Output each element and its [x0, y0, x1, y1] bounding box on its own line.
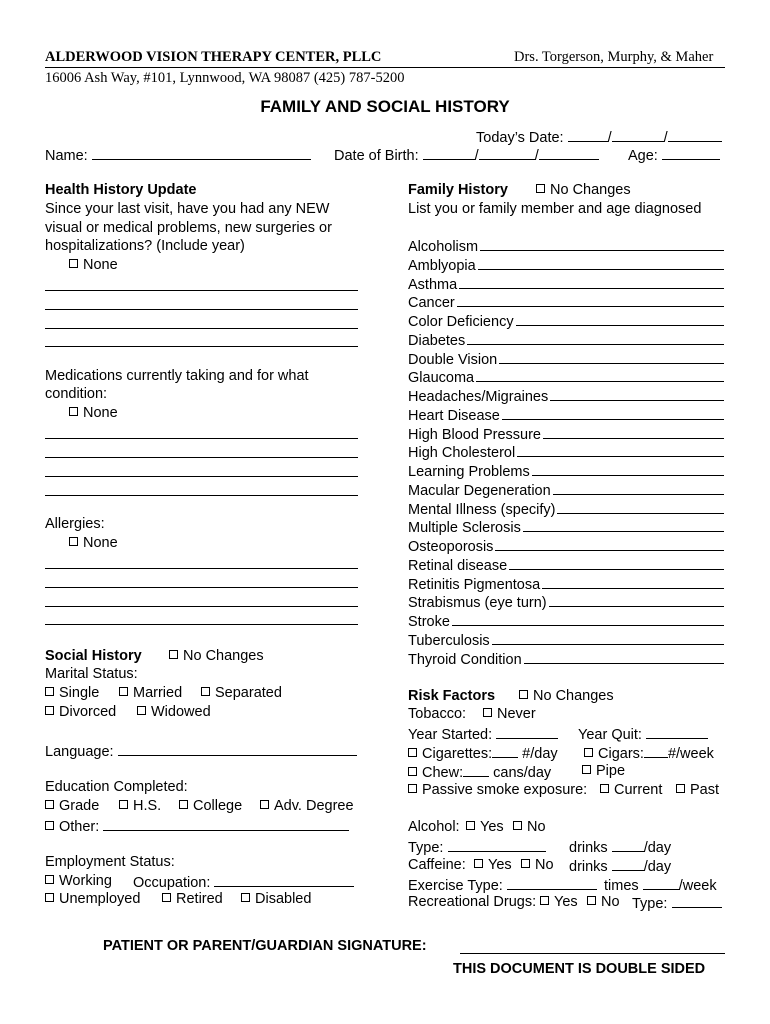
alcohol-label: Alcohol:	[408, 819, 460, 835]
checkbox-icon	[201, 687, 210, 696]
checkbox-icon	[521, 859, 530, 868]
signature-line[interactable]	[460, 953, 725, 954]
family-condition-line[interactable]	[549, 594, 724, 607]
checkbox-icon	[119, 687, 128, 696]
family-condition-label: Multiple Sclerosis	[408, 520, 521, 537]
family-condition-row[interactable]	[408, 594, 724, 611]
family-condition-label: Retinal disease	[408, 557, 508, 574]
header-rule	[45, 67, 725, 68]
family-condition-label: Amblyopia	[408, 257, 476, 274]
alcohol-no-checkbox[interactable]: No	[513, 819, 546, 835]
medications-answer-line[interactable]	[45, 476, 358, 477]
language-field[interactable]: Language:	[45, 742, 357, 760]
family-condition-line[interactable]	[480, 238, 724, 251]
family-condition-line[interactable]	[459, 276, 724, 289]
family-condition-label: Tuberculosis	[408, 632, 490, 649]
cigarettes-field[interactable]: Cigarettes: #/day	[408, 744, 558, 762]
marital-divorced-checkbox[interactable]: Divorced	[45, 704, 116, 720]
medications-question-line1: Medications currently taking and for what	[45, 368, 309, 384]
family-condition-label: Stroke	[408, 614, 450, 630]
social-no-changes-checkbox[interactable]: No Changes	[169, 648, 264, 664]
checkbox-icon	[519, 690, 528, 699]
family-condition-line[interactable]	[502, 407, 724, 420]
family-condition-label: High Blood Pressure	[408, 426, 541, 443]
family-condition-row[interactable]	[408, 613, 724, 630]
family-condition-label: Retinitis Pigmentosa	[408, 576, 541, 593]
family-condition-row[interactable]	[408, 557, 724, 574]
health-question-line3: hospitalizations? (Include year)	[45, 238, 245, 254]
family-condition-line[interactable]	[550, 388, 724, 401]
employment-label: Employment Status:	[45, 854, 175, 870]
exercise-type-field[interactable]: Exercise Type:	[408, 876, 597, 894]
occupation-field[interactable]: Occupation:	[133, 873, 354, 891]
checkbox-icon	[45, 706, 54, 715]
checkbox-icon	[408, 767, 417, 776]
recreational-yes-checkbox[interactable]: Yes	[540, 894, 578, 910]
social-history-heading: Social History	[45, 648, 142, 664]
family-condition-line[interactable]	[523, 519, 724, 532]
family-condition-row[interactable]	[408, 482, 724, 499]
education-adv-degree-checkbox[interactable]: Adv. Degree	[260, 798, 354, 814]
family-condition-row[interactable]	[408, 257, 724, 274]
caffeine-label: Caffeine:	[408, 857, 466, 873]
checkbox-icon	[676, 784, 685, 793]
checkbox-icon	[45, 800, 54, 809]
exercise-times-field[interactable]: times /week	[604, 878, 717, 894]
checkbox-icon	[169, 650, 178, 659]
medications-answer-line[interactable]	[45, 457, 358, 458]
marital-status-label: Marital Status:	[45, 666, 138, 682]
family-condition-line[interactable]	[557, 501, 724, 514]
family-condition-line[interactable]	[553, 482, 724, 495]
caffeine-yes-checkbox[interactable]: Yes	[474, 857, 512, 873]
family-condition-line[interactable]	[542, 576, 724, 589]
recreational-type-field[interactable]: Type:	[632, 894, 722, 912]
checkbox-icon	[119, 800, 128, 809]
pipe-checkbox[interactable]: Pipe	[582, 763, 625, 779]
family-history-heading: Family History	[408, 182, 508, 198]
family-condition-label: Strabismus (eye turn)	[408, 595, 547, 612]
checkbox-icon	[69, 259, 78, 268]
employment-retired-checkbox[interactable]: Retired	[162, 891, 223, 907]
family-condition-line[interactable]	[467, 332, 724, 345]
alcohol-yes-checkbox[interactable]: Yes	[466, 819, 504, 835]
medications-answer-line[interactable]	[45, 438, 358, 439]
family-condition-row[interactable]	[408, 426, 724, 443]
medications-answer-line[interactable]	[45, 495, 358, 496]
year-started-field[interactable]: Year Started:	[408, 725, 558, 743]
passive-past-checkbox[interactable]: Past	[676, 782, 719, 798]
medications-none-checkbox[interactable]: None	[69, 405, 118, 421]
tobacco-never-checkbox[interactable]: Never	[483, 706, 536, 722]
family-condition-line[interactable]	[452, 613, 724, 626]
employment-disabled-checkbox[interactable]: Disabled	[241, 891, 311, 907]
family-condition-row[interactable]	[408, 369, 724, 386]
age-field[interactable]: Age:	[628, 146, 720, 164]
recreational-drugs-label: Recreational Drugs:	[408, 894, 537, 910]
marital-widowed-checkbox[interactable]: Widowed	[137, 704, 211, 720]
family-condition-row[interactable]	[408, 407, 724, 424]
checkbox-icon	[408, 784, 417, 793]
checkbox-icon	[45, 875, 54, 884]
family-condition-row[interactable]	[408, 313, 724, 330]
checkbox-icon	[45, 821, 54, 830]
name-field[interactable]: Name:	[45, 146, 311, 164]
caffeine-no-checkbox[interactable]: No	[521, 857, 554, 873]
medications-question-line2: condition:	[45, 386, 108, 402]
health-answer-line[interactable]	[45, 290, 358, 291]
employment-working-checkbox[interactable]: Working	[45, 873, 112, 889]
passive-current-checkbox[interactable]: Current	[600, 782, 662, 798]
family-condition-row[interactable]	[408, 501, 724, 518]
allergies-none-checkbox[interactable]: None	[69, 535, 118, 551]
checkbox-icon	[587, 896, 596, 905]
family-condition-row[interactable]	[408, 332, 724, 349]
family-condition-row[interactable]	[408, 444, 724, 461]
family-condition-label: High Cholesterol	[408, 445, 516, 462]
checkbox-icon	[69, 537, 78, 546]
family-condition-label: Alcoholism	[408, 239, 479, 255]
family-condition-label: Mental Illness (specify)	[408, 501, 556, 518]
checkbox-icon	[69, 407, 78, 416]
todays-date-field[interactable]: Today’s Date: / /	[476, 128, 722, 146]
family-condition-line[interactable]	[495, 538, 724, 551]
family-condition-label: Color Deficiency	[408, 314, 514, 330]
family-condition-label: Thyroid Condition	[408, 651, 522, 668]
signature-label: PATIENT OR PARENT/GUARDIAN SIGNATURE:	[103, 938, 427, 954]
family-instruction: List you or family member and age diagnosed	[408, 201, 702, 217]
checkbox-icon	[179, 800, 188, 809]
family-condition-row[interactable]	[408, 519, 724, 536]
family-condition-line[interactable]	[517, 444, 724, 457]
family-condition-row[interactable]	[408, 463, 724, 480]
recreational-no-checkbox[interactable]: No	[587, 894, 620, 910]
education-label: Education Completed:	[45, 779, 188, 795]
family-condition-line[interactable]	[476, 369, 724, 382]
family-condition-label: Cancer	[408, 295, 455, 312]
clinic-name: ALDERWOOD VISION THERAPY CENTER, PLLC	[45, 49, 382, 65]
family-condition-line[interactable]	[499, 351, 724, 364]
clinic-address: 16006 Ash Way, #101, Lynnwood, WA 98087 (425) 787-5200	[45, 70, 405, 86]
checkbox-icon	[45, 687, 54, 696]
alcohol-type-field[interactable]: Type:	[408, 838, 546, 856]
family-condition-row[interactable]	[408, 538, 724, 555]
family-condition-label: Macular Degeneration	[408, 482, 551, 499]
education-grade-checkbox[interactable]: Grade	[45, 798, 99, 814]
family-condition-line[interactable]	[532, 463, 724, 476]
checkbox-icon	[137, 706, 146, 715]
allergies-answer-line[interactable]	[45, 624, 358, 625]
family-condition-line[interactable]	[543, 426, 724, 439]
family-condition-line[interactable]	[492, 632, 724, 645]
dob-field[interactable]: Date of Birth: / /	[334, 146, 599, 164]
marital-married-checkbox[interactable]: Married	[119, 685, 182, 701]
checkbox-icon	[584, 748, 593, 757]
marital-separated-checkbox[interactable]: Separated	[201, 685, 282, 701]
family-condition-label: Diabetes	[408, 332, 466, 349]
allergies-label: Allergies:	[45, 516, 105, 532]
checkbox-icon	[483, 708, 492, 717]
checkbox-icon	[260, 800, 269, 809]
passive-smoke-checkbox[interactable]: Passive smoke exposure:	[408, 782, 587, 798]
family-condition-label: Glaucoma	[408, 370, 475, 387]
family-condition-line[interactable]	[457, 294, 724, 307]
checkbox-icon	[582, 765, 591, 774]
chew-field[interactable]: Chew: cans/day	[408, 763, 551, 781]
checkbox-icon	[408, 748, 417, 757]
checkbox-icon	[536, 184, 545, 193]
checkbox-icon	[600, 784, 609, 793]
family-condition-label: Headaches/Migraines	[408, 389, 549, 405]
alcohol-drinks-field[interactable]: drinks /day	[569, 840, 672, 856]
family-condition-line[interactable]	[524, 651, 724, 664]
social-history-header	[45, 648, 142, 664]
health-question-line2: visual or medical problems, new surgeries or	[45, 220, 332, 236]
health-none-checkbox[interactable]: None	[69, 257, 118, 273]
cigars-field[interactable]: Cigars: #/week	[584, 744, 714, 762]
allergies-answer-line[interactable]	[45, 568, 358, 569]
marital-single-checkbox[interactable]: Single	[45, 685, 99, 701]
risk-factors-heading: Risk Factors	[408, 688, 496, 704]
family-condition-row[interactable]	[408, 276, 724, 293]
allergies-answer-line[interactable]	[45, 606, 358, 607]
family-condition-row[interactable]	[408, 576, 724, 593]
health-answer-line[interactable]	[45, 346, 358, 347]
family-condition-label: Learning Problems	[408, 464, 530, 480]
health-answer-line[interactable]	[45, 309, 358, 310]
family-condition-row[interactable]	[408, 632, 724, 649]
family-condition-line[interactable]	[516, 313, 724, 326]
checkbox-icon	[540, 896, 549, 905]
risk-no-changes-checkbox[interactable]: No Changes	[519, 688, 614, 704]
family-condition-label: Double Vision	[408, 351, 498, 368]
family-condition-row[interactable]	[408, 294, 724, 311]
education-other-field[interactable]: Other:	[45, 817, 349, 835]
family-condition-row[interactable]	[408, 351, 724, 368]
double-sided-notice: THIS DOCUMENT IS DOUBLE SIDED	[453, 961, 706, 977]
health-question-line1: Since your last visit, have you had any NEW	[45, 201, 330, 217]
education-hs-checkbox[interactable]: H.S.	[119, 798, 161, 814]
year-quit-field[interactable]: Year Quit:	[578, 725, 708, 743]
family-condition-row[interactable]	[408, 388, 724, 405]
family-condition-label: Heart Disease	[408, 407, 500, 424]
doctors-names: Drs. Torgerson, Murphy, & Maher	[514, 49, 714, 65]
education-college-checkbox[interactable]: College	[179, 798, 242, 814]
page-title: FAMILY AND SOCIAL HISTORY	[260, 97, 510, 116]
checkbox-icon	[45, 893, 54, 902]
family-condition-line[interactable]	[478, 257, 724, 270]
tobacco-label: Tobacco:	[408, 706, 467, 722]
checkbox-icon	[513, 821, 522, 830]
checkbox-icon	[466, 821, 475, 830]
health-history-heading: Health History Update	[45, 182, 197, 198]
family-condition-label: Osteoporosis	[408, 539, 494, 555]
checkbox-icon	[162, 893, 171, 902]
family-condition-row[interactable]	[408, 238, 724, 255]
checkbox-icon	[474, 859, 483, 868]
health-answer-line[interactable]	[45, 328, 358, 329]
family-condition-line[interactable]	[509, 557, 724, 570]
allergies-answer-line[interactable]	[45, 587, 358, 588]
caffeine-drinks-field[interactable]: drinks /day	[569, 859, 672, 875]
checkbox-icon	[241, 893, 250, 902]
family-no-changes-checkbox[interactable]: No Changes	[536, 182, 631, 198]
family-condition-row[interactable]	[408, 651, 724, 668]
family-condition-label: Asthma	[408, 276, 458, 293]
employment-unemployed-checkbox[interactable]: Unemployed	[45, 891, 140, 907]
